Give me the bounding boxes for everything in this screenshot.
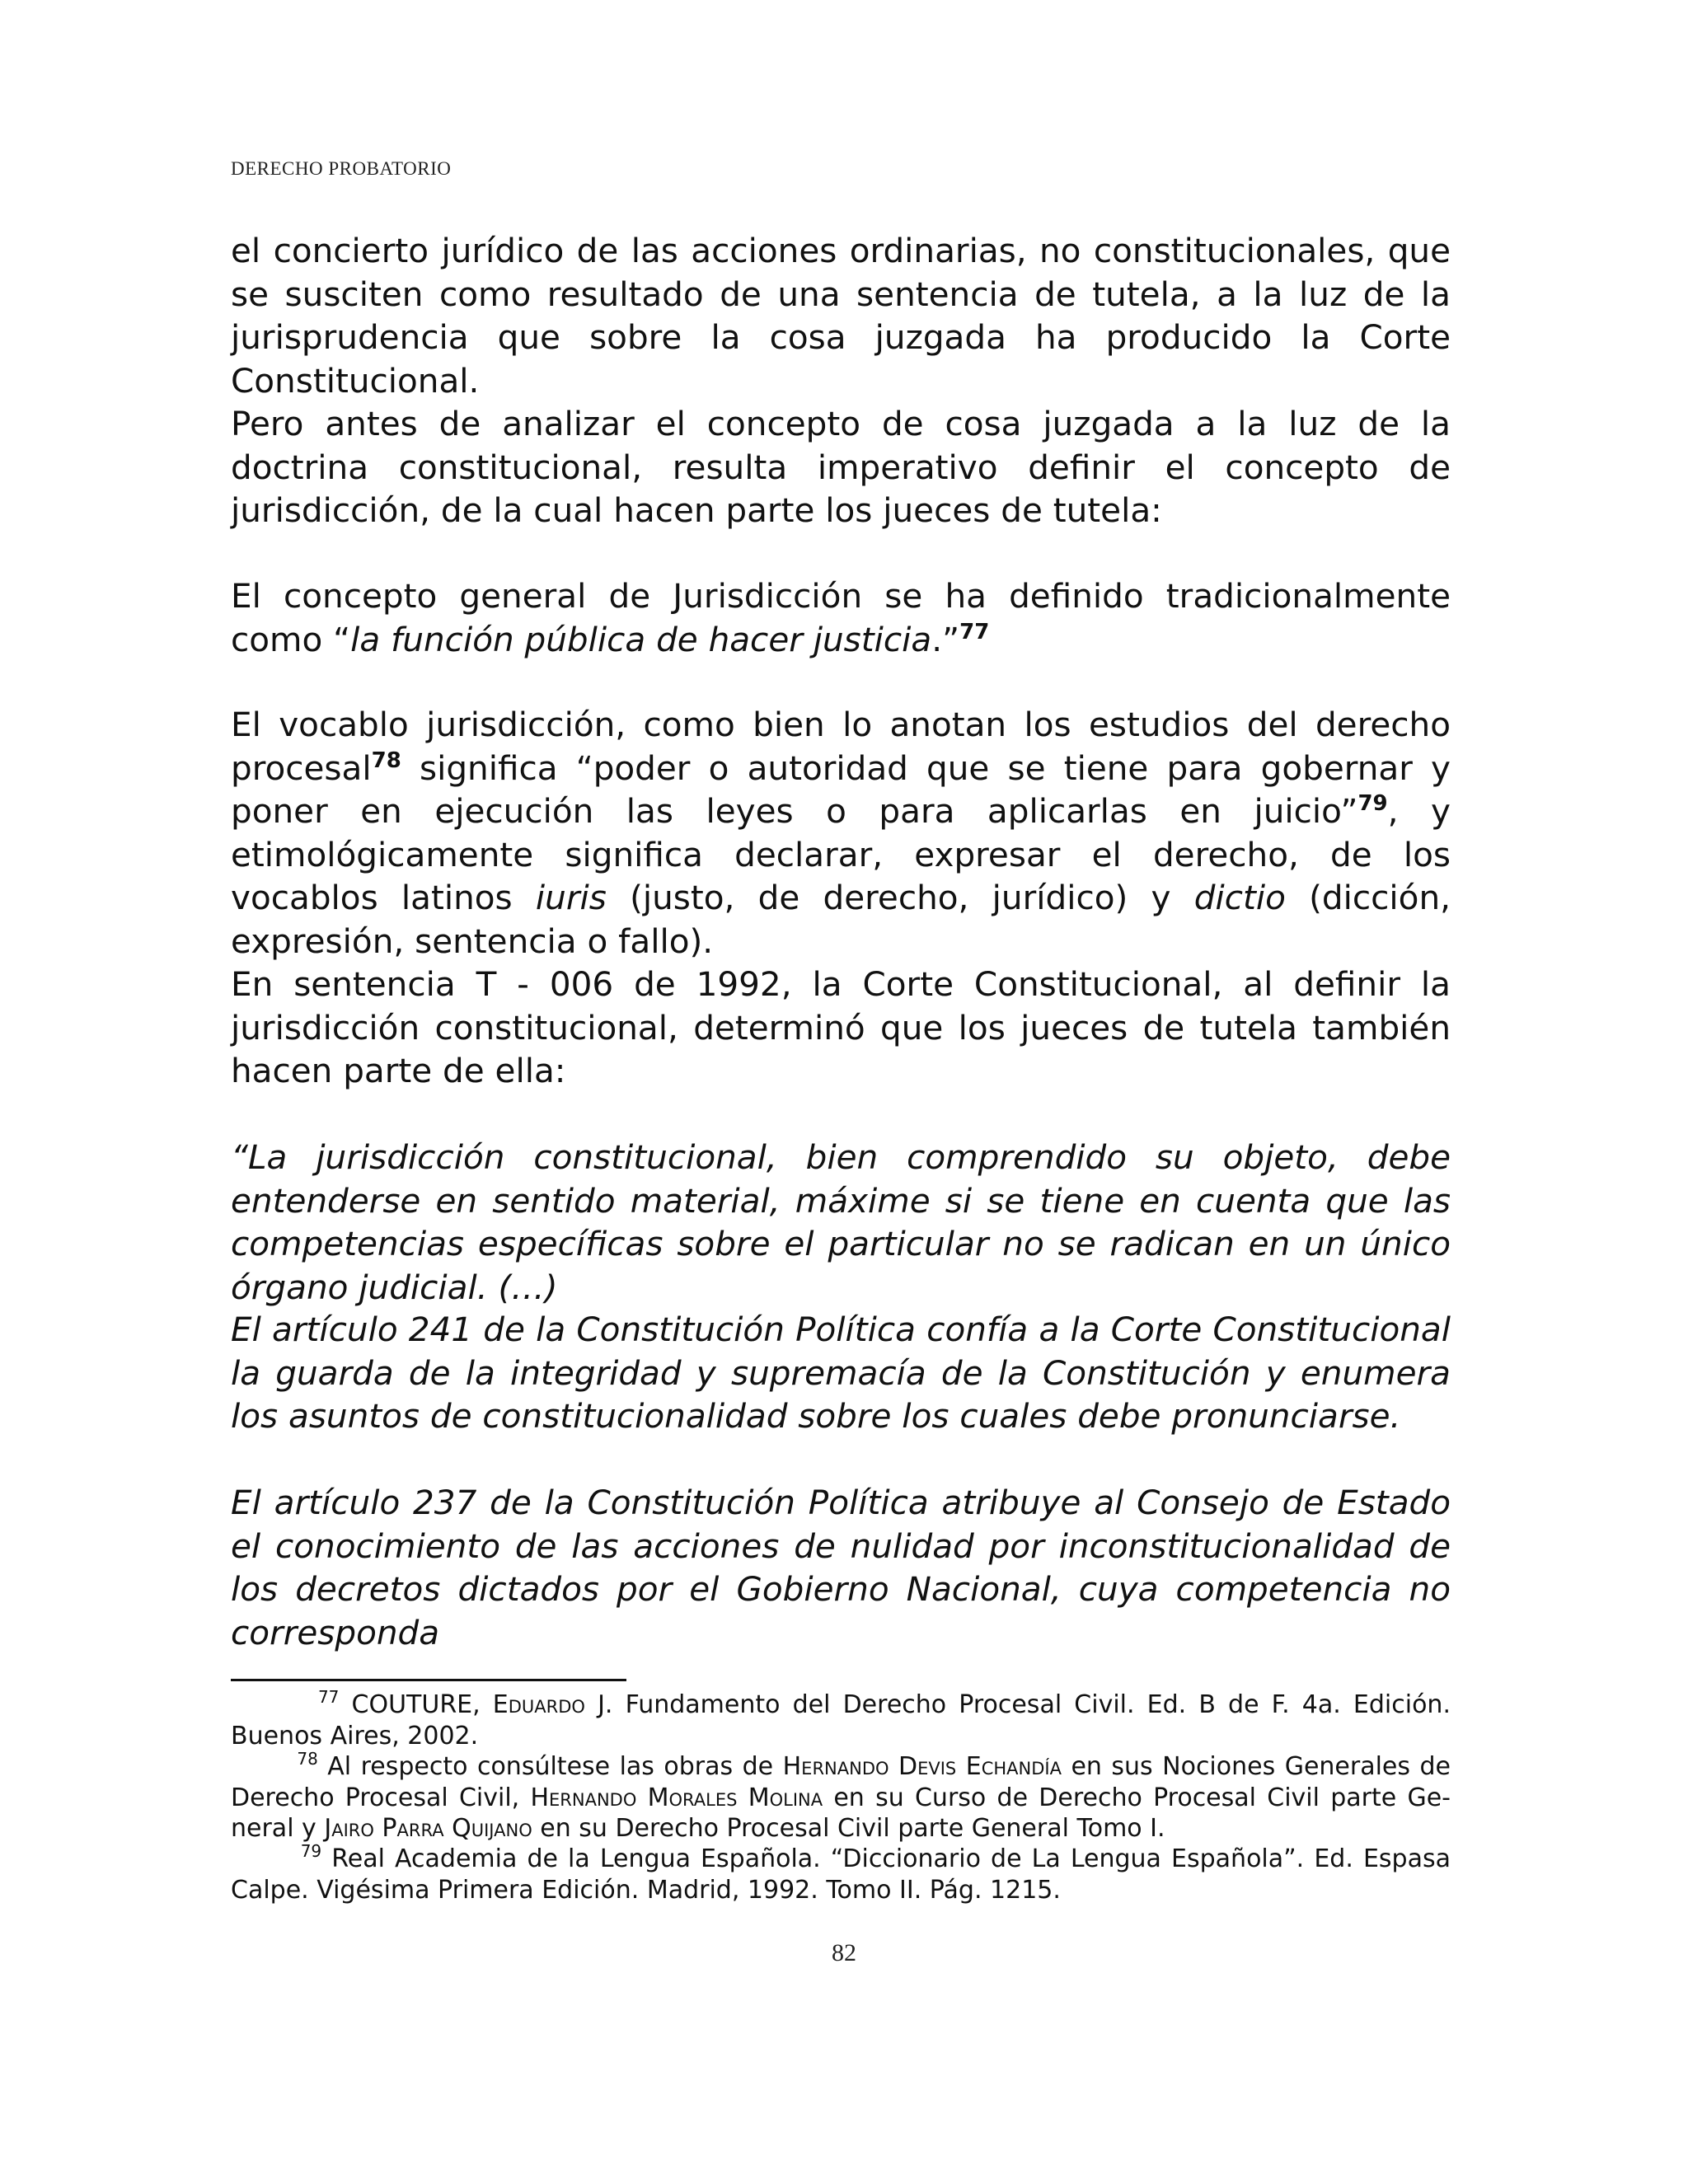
footnote-ref-79[interactable]: 79: [1357, 791, 1388, 816]
paragraph-3-text: El concepto general de Jurisdicción se ha definido tradicionalmente como “: [231, 576, 1451, 659]
footnote-text: Real Academia de la Lengua Española. “Diccionario de La Lengua Española”. Ed. Espasa Calpe. Vigésima Primera Edición. Madrid, 1992. Tomo II. Pág. 1215.: [231, 1844, 1451, 1905]
quote-paragraph-1: “La jurisdicción constitucional, bien comprendido su objeto, debe entenderse en sentido material, máxime si se tiene en cuenta que las competencias específicas sobre el particular no se radican en un único órgano judicial. (…): [231, 1137, 1451, 1307]
latin-term-iuris: iuris: [535, 878, 607, 917]
footnote-77: [231, 1687, 1451, 1751]
footnote-number: 78: [297, 1749, 318, 1769]
closing-quote: .”: [931, 619, 960, 659]
paragraph-4-text-b: significa “poder o autoridad que se tiene para gobernar y poner en ejecución las leyes o para aplicarlas en juicio”: [231, 748, 1451, 831]
paragraph-2: Pero antes de analizar el concepto de cosa juzgada a la luz de la doctrina constitucional, resulta imperativo definir el concepto de jurisdicción, de la cual hacen parte los jueces de tutela:: [231, 404, 1451, 530]
paragraph-5: En sentencia T - 006 de 1992, la Corte Constitucional, al definir la jurisdicción constitucional, determinó que los jueces de tutela también hacen parte de ella:: [231, 964, 1451, 1090]
paragraph-4-text-a: El vocablo jurisdicción, como bien lo anotan los estudios del derecho procesal: [231, 705, 1451, 788]
paragraph-1: el concierto jurídico de las acciones ordinarias, no constitucionales, que se susciten como resultado de una sentencia de tutela, a la luz de la jurisprudencia que sobre la cosa juzgada ha producido la Corte Constitucional.: [231, 231, 1451, 401]
paragraph-4-text-g: (dicción, expresión, sentencia o fallo).: [231, 878, 1451, 961]
footnote-78: [231, 1751, 1451, 1844]
footnote-number: 77: [317, 1687, 340, 1707]
author-name: Hernando Morales Molina: [530, 1783, 823, 1812]
footnote-text: en su Curso de Derecho Procesal Civil parte General y: [231, 1783, 1451, 1843]
paragraph-4-text-c: , y etimológicamente significa declarar, expresar el derecho, de los vocablos latinos: [231, 791, 1451, 917]
paragraph-3: [231, 574, 1451, 661]
paragraph-4: [231, 703, 1451, 963]
running-header: DERECHO PROBATORIO: [231, 158, 452, 179]
footnote-divider: [231, 1679, 626, 1681]
footnote-ref-78[interactable]: 78: [371, 748, 401, 773]
latin-term-dictio: dictio: [1193, 878, 1286, 917]
paragraph-4-text-e: (justo, de derecho, jurídico) y: [606, 878, 1194, 917]
quote-paragraph-2: El artículo 241 de la Constitución Política confía a la Corte Constitucional la guarda de la integridad y supremacía de la Constitución y enumera los asuntos de constitucionalidad sobre los cuales debe pronunciarse.: [231, 1310, 1451, 1436]
footnote-79: [231, 1841, 1451, 1905]
author-name: Eduardo: [492, 1690, 585, 1719]
footnote-text: J. Fundamento del Derecho Procesal Civil. Ed. B de F. 4a. Edición. Buenos Aires, 2002.: [231, 1690, 1451, 1750]
footnote-ref-77[interactable]: 77: [959, 619, 990, 644]
footnote-text: Al respecto consúltese las obras de: [317, 1752, 783, 1781]
footnote-text: en su Derecho Procesal Civil parte General Tomo I.: [532, 1814, 1165, 1843]
footnote-text: COUTURE,: [339, 1690, 493, 1719]
quote-paragraph-3: El artículo 237 de la Constitución Política atribuye al Consejo de Estado el conocimiento de las acciones de nulidad por inconstitucionalidad de los decretos dictados por el Gobierno Nacional, cuya competencia no corresponda: [231, 1483, 1451, 1652]
footnote-text: en sus Nociones Generales de Derecho Procesal Civil,: [231, 1752, 1451, 1812]
page-number: 82: [832, 1939, 856, 1966]
footnote-number: 79: [300, 1841, 322, 1861]
author-name: Jairo Parra Quijano: [324, 1814, 532, 1843]
author-name: Hernando Devis Echandía: [782, 1752, 1062, 1781]
quoted-definition: la función pública de hacer justicia: [350, 619, 932, 659]
